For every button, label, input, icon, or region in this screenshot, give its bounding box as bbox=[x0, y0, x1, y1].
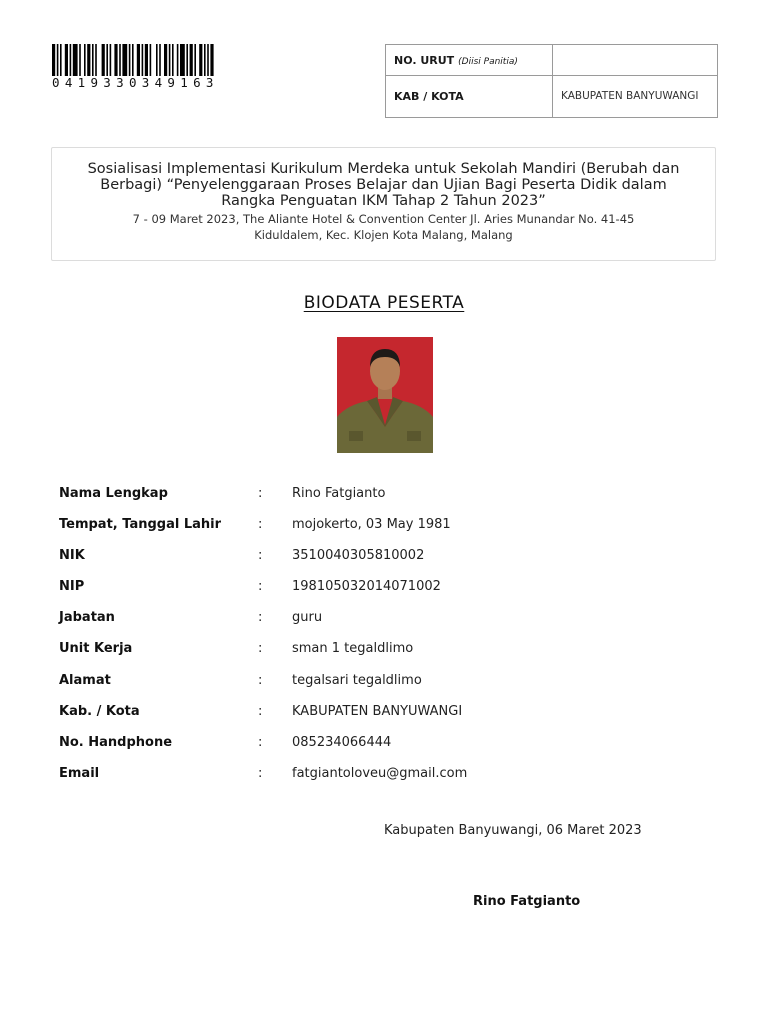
field-colon: : bbox=[258, 703, 263, 719]
field-label: Alamat bbox=[59, 672, 111, 688]
field-label: Unit Kerja bbox=[59, 641, 133, 657]
field-row bbox=[59, 633, 719, 664]
event-box bbox=[51, 147, 716, 261]
event-title: Sosialisasi Implementasi Kurikulum Merdeka untuk Sekolah Mandiri (Berubah dan Berbagi) “Penyelenggaraan Proses Belajar dan Ujian Bagi Peserta Didik dalam Rangka Penguatan IKM Tahap 2 Tahun 2023” bbox=[87, 161, 680, 209]
field-row bbox=[59, 509, 719, 540]
field-value: guru bbox=[292, 610, 323, 626]
signer-name: Rino Fatgianto bbox=[473, 894, 581, 909]
field-colon: : bbox=[258, 548, 263, 564]
field-label: Jabatan bbox=[59, 610, 115, 626]
field-colon: : bbox=[258, 734, 263, 750]
field-row bbox=[59, 665, 719, 696]
field-row bbox=[59, 758, 719, 789]
field-colon: : bbox=[258, 579, 263, 595]
field-row bbox=[59, 696, 719, 727]
field-label: Tempat, Tanggal Lahir bbox=[59, 517, 222, 533]
field-value: KABUPATEN BANYUWANGI bbox=[292, 703, 463, 719]
field-colon: : bbox=[258, 641, 263, 657]
field-row bbox=[59, 571, 719, 602]
field-value: Rino Fatgianto bbox=[292, 486, 386, 501]
kab-kota-label: KAB / KOTA bbox=[386, 76, 553, 118]
biodata-fields bbox=[59, 478, 719, 789]
field-row bbox=[59, 602, 719, 633]
participant-photo bbox=[337, 337, 433, 453]
field-label: Nama Lengkap bbox=[59, 486, 168, 501]
field-value: tegalsari tegaldlimo bbox=[292, 672, 422, 688]
no-urut-label: NO. URUT bbox=[394, 53, 455, 67]
field-colon: : bbox=[258, 486, 263, 501]
field-label: No. Handphone bbox=[59, 734, 173, 750]
field-label: NIK bbox=[59, 548, 85, 564]
barcode bbox=[52, 44, 287, 90]
field-label: NIP bbox=[59, 579, 85, 595]
place-date: Kabupaten Banyuwangi, 06 Maret 2023 bbox=[384, 823, 642, 838]
field-colon: : bbox=[258, 672, 263, 688]
registration-table bbox=[385, 44, 718, 118]
no-urut-value bbox=[553, 45, 718, 76]
barcode-bars bbox=[52, 44, 287, 76]
field-value: 085234066444 bbox=[292, 734, 392, 750]
kab-kota-value: KABUPATEN BANYUWANGI bbox=[553, 76, 718, 118]
field-value: 3510040305810002 bbox=[292, 548, 425, 564]
field-row bbox=[59, 540, 719, 571]
field-value: 198105032014071002 bbox=[292, 579, 441, 595]
field-label: Email bbox=[59, 765, 100, 781]
field-colon: : bbox=[258, 610, 263, 626]
page-title: BIODATA PESERTA bbox=[303, 293, 465, 313]
field-value: sman 1 tegaldlimo bbox=[292, 641, 414, 657]
no-urut-note: (Diisi Panitia) bbox=[458, 56, 518, 67]
no-urut-label-cell bbox=[386, 45, 553, 76]
field-label: Kab. / Kota bbox=[59, 703, 140, 719]
field-colon: : bbox=[258, 517, 263, 533]
field-colon: : bbox=[258, 765, 263, 781]
field-row bbox=[59, 727, 719, 758]
field-row bbox=[59, 478, 719, 509]
field-value: mojokerto, 03 May 1981 bbox=[292, 517, 451, 533]
event-venue: 7 - 09 Maret 2023, The Aliante Hotel & Convention Center Jl. Aries Munandar No. 41-45 Kiduldalem, Kec. Klojen Kota Malang, Malang bbox=[132, 212, 635, 242]
barcode-number: 0419330349163 bbox=[52, 75, 219, 90]
field-value: fatgiantoloveu@gmail.com bbox=[292, 765, 468, 781]
